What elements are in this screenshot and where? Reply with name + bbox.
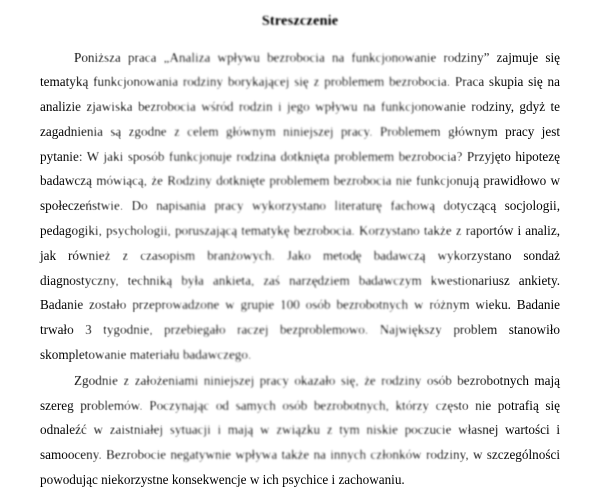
abstract-paragraph-1: Poniższa praca „Analiza wpływu bezrobocia na funkcjonowanie rodziny” zajmuje się tematyką funkcjonowania rodziny borykającej się z problemem bezrobocia. Praca skupia się na analizie zjawiska bezrobocia wśród rodzin i jego wpływu na funkcjonowanie rodziny, gdyż te zagadnienia są zgodne z celem głównym niniejszej pracy. Problemem głównym pracy jest pytanie: W jaki sposób funkcjonuje rodzina dotknięta problemem bezrobocia? Przyjęto hipotezę badawczą mówiącą, że Rodziny dotknięte problemem bezrobocia nie funkcjonują prawidłowo w społeczeństwie. Do napisania pracy wykorzystano literaturę fachową dotyczącą socjologii, pedagogiki, psychologii, poruszającą tematykę bezrobocia. Korzystano także z raportów i analiz, jak również z czasopism branżowych. Jako metodę badawczą wykorzystano sondaż diagnostyczny, techniką była ankieta, zaś narzędziem badawczym kwestionariusz ankiety. Badanie zostało przeprowadzone w grupie 100 osób bezrobotnych w różnym wieku. Badanie trwało 3 tygodnie, przebiegało raczej bezproblemowo. Największy problem stanowiło skompletowanie materiału badawczego.	[40, 49, 560, 363]
page-title: Streszczenie	[261, 13, 339, 29]
document-body	[40, 46, 560, 493]
abstract-paragraph-2: Zgodnie z założeniami niniejszej pracy okazało się, że rodziny osób bezrobotnych mają szereg problemów. Poczynając od samych osób bezrobotnych, którzy często nie potrafią się odnaleźć w zaistniałej sytuacji i mają w związku z tym niskie poczucie własnej wartości i samooceny. Bezrobocie negatywnie wpływa także na innych członków rodziny, w szczególności powodując niekorzystne konsekwencje w ich psychice i zachowaniu.	[40, 372, 560, 488]
